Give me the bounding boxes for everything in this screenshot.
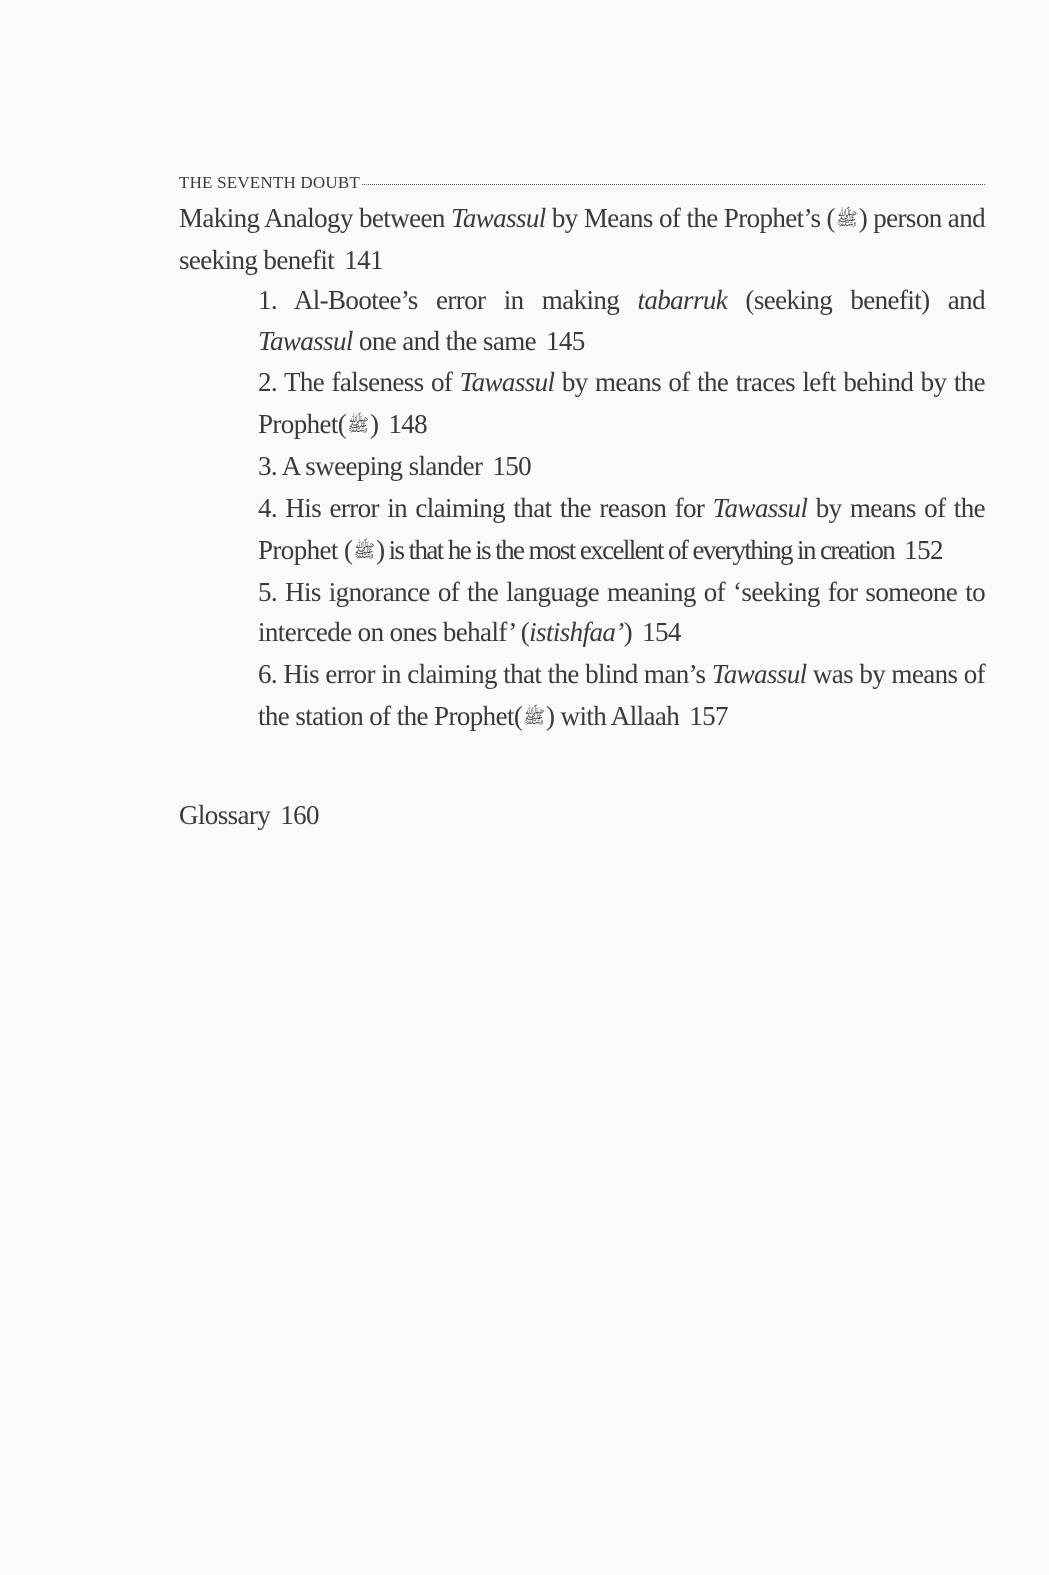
entry-italic-term: Tawassul [459,367,555,397]
entry-text: 5. His ignorance of the language meaning of ‘seeking for someone to intercede on ones behalf’ ( [258,576,985,647]
entry-text: 6. His error in claiming that the blind man’s [258,658,712,689]
toc-entry-sub-4 [258,487,985,572]
glossary-label: Glossary [179,799,271,830]
entry-italic-term: Tawassul [711,658,807,689]
entry-text: ) is that he is the most excellent of everything in creation [376,534,895,565]
honorific-icon: ﷺ [523,706,545,727]
entry-italic-term: Tawassul [258,325,353,356]
table-of-contents-page [179,172,985,835]
toc-entry-sub-1 [258,280,985,361]
entry-text: by Means of the Prophet’s ( [545,203,835,233]
chapter-title: THE SEVENTH DOUBT [179,173,360,192]
honorific-icon: ﷺ [347,415,369,435]
entry-text: Making Analogy between [179,203,451,233]
entry-text: ) [623,617,633,647]
toc-entry-glossary [179,795,985,835]
toc-entry-sub-5 [258,572,985,653]
honorific-icon: ﷺ [835,209,858,229]
honorific-icon: ﷺ [353,540,376,561]
page-number: 150 [492,451,532,481]
entry-text: 2. The falseness of [258,367,460,397]
entry-text: 1. Al-Bootee’s error in making [258,285,638,315]
entry-italic-term: tabarruk [637,285,728,315]
page-number: 145 [546,325,585,356]
entry-text: by means of the traces left behind by the Prophet( [258,367,986,439]
page-number: 152 [904,534,943,565]
entry-text: 3. A sweeping slander [258,451,483,481]
entry-italic-term: istishfaa’ [529,617,624,647]
page-number: 160 [280,799,319,830]
toc-entry-sub-3 [258,446,985,487]
entry-text: by means of the Prophet ( [258,492,985,565]
page-number: 141 [344,244,383,275]
chapter-heading [179,172,985,198]
toc-entry-main [179,198,985,280]
entry-text: (seeking benefit) and [727,285,985,315]
page-number: 157 [689,700,728,731]
page-number: 148 [388,409,428,439]
entry-text: was by means of the station of the Prophet( [258,658,986,731]
dotted-leader [362,183,985,185]
entry-text: ) person and seeking benefit [179,203,985,275]
entry-text: ) with Allaah [546,700,680,731]
entry-text: one and the same [352,325,536,356]
entry-text: 4. His error in claiming that the reason for [258,492,713,523]
toc-entry-sub-2 [258,361,985,446]
toc-entry-sub-6 [258,653,985,738]
page-number: 154 [642,617,681,647]
entry-text: ) [369,409,379,439]
entry-italic-term: Tawassul [712,492,808,523]
entry-italic-term: Tawassul [450,203,546,233]
